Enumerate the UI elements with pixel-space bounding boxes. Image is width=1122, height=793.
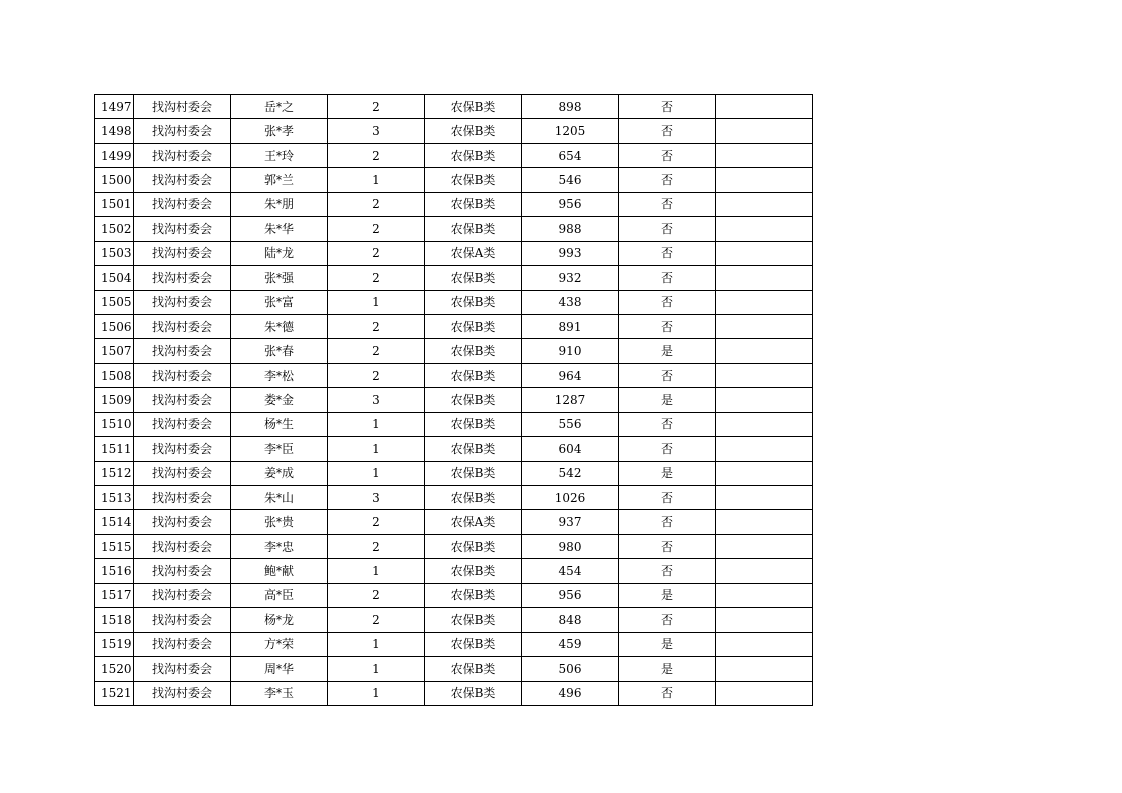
household-count-cell: 2: [328, 217, 425, 241]
household-count-cell: 2: [328, 510, 425, 534]
row-number-cell: 1518: [95, 608, 134, 632]
village-committee-cell: 找沟村委会: [134, 681, 231, 705]
data-table: [94, 94, 813, 706]
village-committee-cell: 找沟村委会: [134, 143, 231, 167]
insurance-type-cell: 农保B类: [425, 632, 522, 656]
household-count-cell: 3: [328, 486, 425, 510]
remark-cell: [716, 95, 813, 119]
household-count-cell: 2: [328, 339, 425, 363]
household-count-cell: 2: [328, 192, 425, 216]
name-cell: 朱*华: [231, 217, 328, 241]
amount-cell: 454: [522, 559, 619, 583]
insurance-type-cell: 农保B类: [425, 95, 522, 119]
amount-cell: 898: [522, 95, 619, 119]
household-count-cell: 2: [328, 95, 425, 119]
village-committee-cell: 找沟村委会: [134, 657, 231, 681]
village-committee-cell: 找沟村委会: [134, 217, 231, 241]
remark-cell: [716, 217, 813, 241]
amount-cell: 506: [522, 657, 619, 681]
amount-cell: 964: [522, 363, 619, 387]
yes-no-cell: 否: [619, 534, 716, 558]
name-cell: 朱*山: [231, 486, 328, 510]
table-row: [95, 608, 813, 632]
insurance-type-cell: 农保B类: [425, 681, 522, 705]
remark-cell: [716, 461, 813, 485]
yes-no-cell: 否: [619, 437, 716, 461]
insurance-type-cell: 农保B类: [425, 119, 522, 143]
row-number-cell: 1515: [95, 534, 134, 558]
table-row: [95, 241, 813, 265]
household-count-cell: 3: [328, 388, 425, 412]
village-committee-cell: 找沟村委会: [134, 363, 231, 387]
amount-cell: 848: [522, 608, 619, 632]
amount-cell: 1026: [522, 486, 619, 510]
name-cell: 张*春: [231, 339, 328, 363]
name-cell: 李*臣: [231, 437, 328, 461]
remark-cell: [716, 241, 813, 265]
remark-cell: [716, 583, 813, 607]
insurance-type-cell: 农保B类: [425, 486, 522, 510]
village-committee-cell: 找沟村委会: [134, 168, 231, 192]
household-count-cell: 2: [328, 241, 425, 265]
village-committee-cell: 找沟村委会: [134, 339, 231, 363]
yes-no-cell: 否: [619, 510, 716, 534]
name-cell: 张*孝: [231, 119, 328, 143]
row-number-cell: 1514: [95, 510, 134, 534]
remark-cell: [716, 681, 813, 705]
village-committee-cell: 找沟村委会: [134, 290, 231, 314]
insurance-type-cell: 农保B类: [425, 217, 522, 241]
insurance-type-cell: 农保B类: [425, 388, 522, 412]
amount-cell: 956: [522, 192, 619, 216]
yes-no-cell: 否: [619, 119, 716, 143]
village-committee-cell: 找沟村委会: [134, 461, 231, 485]
row-number-cell: 1503: [95, 241, 134, 265]
village-committee-cell: 找沟村委会: [134, 583, 231, 607]
insurance-type-cell: 农保B类: [425, 437, 522, 461]
table-row: [95, 510, 813, 534]
yes-no-cell: 否: [619, 95, 716, 119]
remark-cell: [716, 486, 813, 510]
row-number-cell: 1500: [95, 168, 134, 192]
household-count-cell: 1: [328, 168, 425, 192]
remark-cell: [716, 314, 813, 338]
household-count-cell: 3: [328, 119, 425, 143]
insurance-type-cell: 农保B类: [425, 314, 522, 338]
amount-cell: 937: [522, 510, 619, 534]
name-cell: 张*贵: [231, 510, 328, 534]
row-number-cell: 1511: [95, 437, 134, 461]
village-committee-cell: 找沟村委会: [134, 437, 231, 461]
yes-no-cell: 否: [619, 168, 716, 192]
table-row: [95, 388, 813, 412]
name-cell: 姜*成: [231, 461, 328, 485]
row-number-cell: 1510: [95, 412, 134, 436]
yes-no-cell: 是: [619, 583, 716, 607]
row-number-cell: 1504: [95, 266, 134, 290]
table-row: [95, 314, 813, 338]
remark-cell: [716, 632, 813, 656]
yes-no-cell: 是: [619, 632, 716, 656]
remark-cell: [716, 266, 813, 290]
amount-cell: 1287: [522, 388, 619, 412]
yes-no-cell: 否: [619, 314, 716, 338]
yes-no-cell: 是: [619, 461, 716, 485]
yes-no-cell: 否: [619, 192, 716, 216]
row-number-cell: 1506: [95, 314, 134, 338]
remark-cell: [716, 437, 813, 461]
insurance-type-cell: 农保B类: [425, 559, 522, 583]
row-number-cell: 1512: [95, 461, 134, 485]
insurance-type-cell: 农保B类: [425, 339, 522, 363]
table-row: [95, 583, 813, 607]
village-committee-cell: 找沟村委会: [134, 266, 231, 290]
name-cell: 朱*朋: [231, 192, 328, 216]
table-row: [95, 192, 813, 216]
row-number-cell: 1507: [95, 339, 134, 363]
remark-cell: [716, 559, 813, 583]
insurance-type-cell: 农保B类: [425, 143, 522, 167]
yes-no-cell: 否: [619, 290, 716, 314]
table-row: [95, 657, 813, 681]
amount-cell: 910: [522, 339, 619, 363]
yes-no-cell: 是: [619, 657, 716, 681]
table-row: [95, 266, 813, 290]
row-number-cell: 1516: [95, 559, 134, 583]
household-count-cell: 2: [328, 363, 425, 387]
village-committee-cell: 找沟村委会: [134, 632, 231, 656]
yes-no-cell: 否: [619, 241, 716, 265]
insurance-type-cell: 农保B类: [425, 266, 522, 290]
row-number-cell: 1521: [95, 681, 134, 705]
remark-cell: [716, 510, 813, 534]
remark-cell: [716, 608, 813, 632]
yes-no-cell: 否: [619, 559, 716, 583]
name-cell: 杨*龙: [231, 608, 328, 632]
table-row: [95, 486, 813, 510]
insurance-type-cell: 农保B类: [425, 583, 522, 607]
table-row: [95, 461, 813, 485]
village-committee-cell: 找沟村委会: [134, 192, 231, 216]
household-count-cell: 2: [328, 534, 425, 558]
household-count-cell: 2: [328, 314, 425, 338]
name-cell: 杨*生: [231, 412, 328, 436]
amount-cell: 1205: [522, 119, 619, 143]
remark-cell: [716, 290, 813, 314]
village-committee-cell: 找沟村委会: [134, 608, 231, 632]
name-cell: 郭*兰: [231, 168, 328, 192]
household-count-cell: 1: [328, 559, 425, 583]
row-number-cell: 1497: [95, 95, 134, 119]
village-committee-cell: 找沟村委会: [134, 486, 231, 510]
village-committee-cell: 找沟村委会: [134, 510, 231, 534]
table-row: [95, 143, 813, 167]
insurance-type-cell: 农保B类: [425, 461, 522, 485]
amount-cell: 438: [522, 290, 619, 314]
household-count-cell: 2: [328, 583, 425, 607]
yes-no-cell: 否: [619, 412, 716, 436]
yes-no-cell: 否: [619, 608, 716, 632]
amount-cell: 556: [522, 412, 619, 436]
row-number-cell: 1502: [95, 217, 134, 241]
household-count-cell: 1: [328, 461, 425, 485]
name-cell: 李*玉: [231, 681, 328, 705]
amount-cell: 654: [522, 143, 619, 167]
name-cell: 鲍*献: [231, 559, 328, 583]
amount-cell: 546: [522, 168, 619, 192]
remark-cell: [716, 534, 813, 558]
insurance-type-cell: 农保B类: [425, 168, 522, 192]
row-number-cell: 1517: [95, 583, 134, 607]
household-count-cell: 1: [328, 412, 425, 436]
amount-cell: 604: [522, 437, 619, 461]
insurance-type-cell: 农保A类: [425, 510, 522, 534]
table-row: [95, 119, 813, 143]
remark-cell: [716, 168, 813, 192]
remark-cell: [716, 119, 813, 143]
village-committee-cell: 找沟村委会: [134, 95, 231, 119]
household-count-cell: 1: [328, 437, 425, 461]
name-cell: 高*臣: [231, 583, 328, 607]
row-number-cell: 1520: [95, 657, 134, 681]
amount-cell: 459: [522, 632, 619, 656]
amount-cell: 496: [522, 681, 619, 705]
name-cell: 张*富: [231, 290, 328, 314]
table-body: [95, 95, 813, 706]
table-row: [95, 95, 813, 119]
row-number-cell: 1508: [95, 363, 134, 387]
household-count-cell: 2: [328, 266, 425, 290]
village-committee-cell: 找沟村委会: [134, 119, 231, 143]
yes-no-cell: 否: [619, 363, 716, 387]
remark-cell: [716, 388, 813, 412]
insurance-type-cell: 农保B类: [425, 290, 522, 314]
name-cell: 周*华: [231, 657, 328, 681]
insurance-type-cell: 农保B类: [425, 657, 522, 681]
insurance-type-cell: 农保B类: [425, 608, 522, 632]
table-row: [95, 217, 813, 241]
household-count-cell: 1: [328, 657, 425, 681]
table-row: [95, 339, 813, 363]
remark-cell: [716, 192, 813, 216]
village-committee-cell: 找沟村委会: [134, 559, 231, 583]
yes-no-cell: 是: [619, 388, 716, 412]
yes-no-cell: 否: [619, 486, 716, 510]
yes-no-cell: 否: [619, 266, 716, 290]
yes-no-cell: 否: [619, 143, 716, 167]
row-number-cell: 1499: [95, 143, 134, 167]
table-row: [95, 168, 813, 192]
household-count-cell: 1: [328, 681, 425, 705]
name-cell: 岳*之: [231, 95, 328, 119]
table-row: [95, 363, 813, 387]
name-cell: 方*荣: [231, 632, 328, 656]
village-committee-cell: 找沟村委会: [134, 412, 231, 436]
row-number-cell: 1509: [95, 388, 134, 412]
table-row: [95, 437, 813, 461]
amount-cell: 891: [522, 314, 619, 338]
insurance-type-cell: 农保B类: [425, 192, 522, 216]
yes-no-cell: 否: [619, 217, 716, 241]
remark-cell: [716, 657, 813, 681]
household-count-cell: 1: [328, 290, 425, 314]
name-cell: 朱*德: [231, 314, 328, 338]
name-cell: 娄*金: [231, 388, 328, 412]
row-number-cell: 1513: [95, 486, 134, 510]
remark-cell: [716, 363, 813, 387]
table-row: [95, 534, 813, 558]
table-row: [95, 412, 813, 436]
remark-cell: [716, 339, 813, 363]
village-committee-cell: 找沟村委会: [134, 314, 231, 338]
row-number-cell: 1498: [95, 119, 134, 143]
village-committee-cell: 找沟村委会: [134, 388, 231, 412]
table-row: [95, 559, 813, 583]
insurance-type-cell: 农保B类: [425, 534, 522, 558]
amount-cell: 542: [522, 461, 619, 485]
yes-no-cell: 是: [619, 339, 716, 363]
insurance-type-cell: 农保B类: [425, 412, 522, 436]
row-number-cell: 1519: [95, 632, 134, 656]
remark-cell: [716, 412, 813, 436]
amount-cell: 956: [522, 583, 619, 607]
name-cell: 李*忠: [231, 534, 328, 558]
amount-cell: 993: [522, 241, 619, 265]
name-cell: 张*强: [231, 266, 328, 290]
village-committee-cell: 找沟村委会: [134, 241, 231, 265]
insurance-type-cell: 农保A类: [425, 241, 522, 265]
insurance-type-cell: 农保B类: [425, 363, 522, 387]
household-count-cell: 1: [328, 632, 425, 656]
household-count-cell: 2: [328, 608, 425, 632]
table-row: [95, 632, 813, 656]
remark-cell: [716, 143, 813, 167]
row-number-cell: 1501: [95, 192, 134, 216]
amount-cell: 932: [522, 266, 619, 290]
table-row: [95, 681, 813, 705]
yes-no-cell: 否: [619, 681, 716, 705]
amount-cell: 988: [522, 217, 619, 241]
name-cell: 王*玲: [231, 143, 328, 167]
amount-cell: 980: [522, 534, 619, 558]
name-cell: 李*松: [231, 363, 328, 387]
table-row: [95, 290, 813, 314]
row-number-cell: 1505: [95, 290, 134, 314]
village-committee-cell: 找沟村委会: [134, 534, 231, 558]
household-count-cell: 2: [328, 143, 425, 167]
name-cell: 陆*龙: [231, 241, 328, 265]
